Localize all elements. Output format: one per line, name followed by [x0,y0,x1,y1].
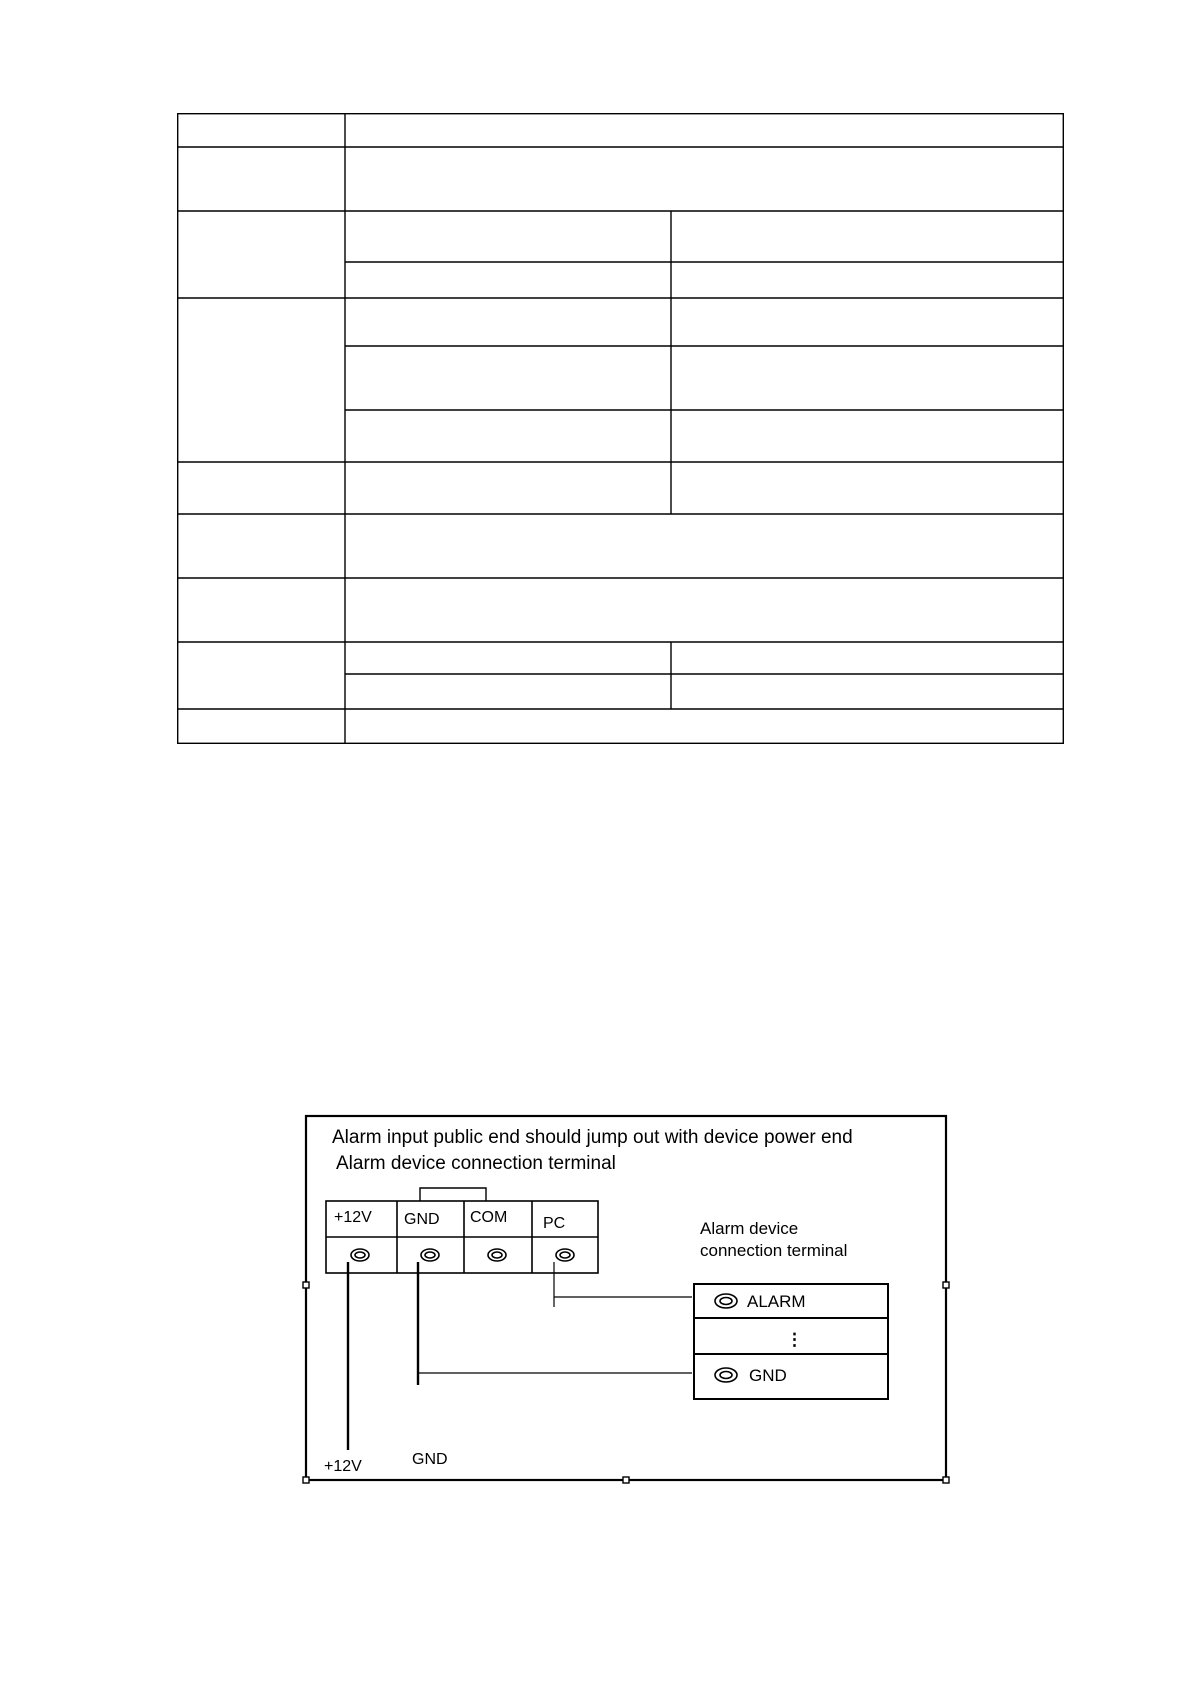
frame-handle [303,1477,309,1483]
terminal-label-com: COM [470,1209,508,1226]
ellipsis-label: ⋮ [786,1330,803,1349]
bottom-label-12v: +12V [324,1458,362,1475]
alarm-terminal-icon [715,1294,737,1308]
alarm-wiring-diagram [300,1110,960,1495]
frame-handle [943,1282,949,1288]
screw-12v-icon [351,1249,369,1261]
table-border [178,114,1064,744]
alarm-wiring-svg [300,1110,960,1495]
gnd-com-jumper [420,1188,486,1201]
alarm-device-heading-line1: Alarm device [700,1219,799,1238]
terminal-label-pc: PC [543,1215,566,1232]
gnd-terminal-label: GND [749,1366,787,1385]
screw-com-icon [488,1249,506,1261]
terminal-label-gnd: GND [404,1211,440,1228]
alarm-terminal-label: ALARM [747,1292,806,1311]
bottom-label-gnd: GND [412,1451,448,1468]
frame-handle [943,1477,949,1483]
spec-table [177,113,1064,744]
screw-gnd-icon [421,1249,439,1261]
terminal-label-12v: +12V [334,1209,372,1226]
frame-handle [623,1477,629,1483]
screw-pc-icon [556,1249,574,1261]
frame-handle [303,1282,309,1288]
diagram-title-line1: Alarm input public end should jump out with device power end [332,1127,853,1148]
diagram-title-line2: Alarm device connection terminal [336,1153,616,1174]
gnd-terminal-icon [715,1368,737,1382]
alarm-device-heading-line2: connection terminal [700,1241,848,1260]
spec-table-grid [177,113,1064,744]
